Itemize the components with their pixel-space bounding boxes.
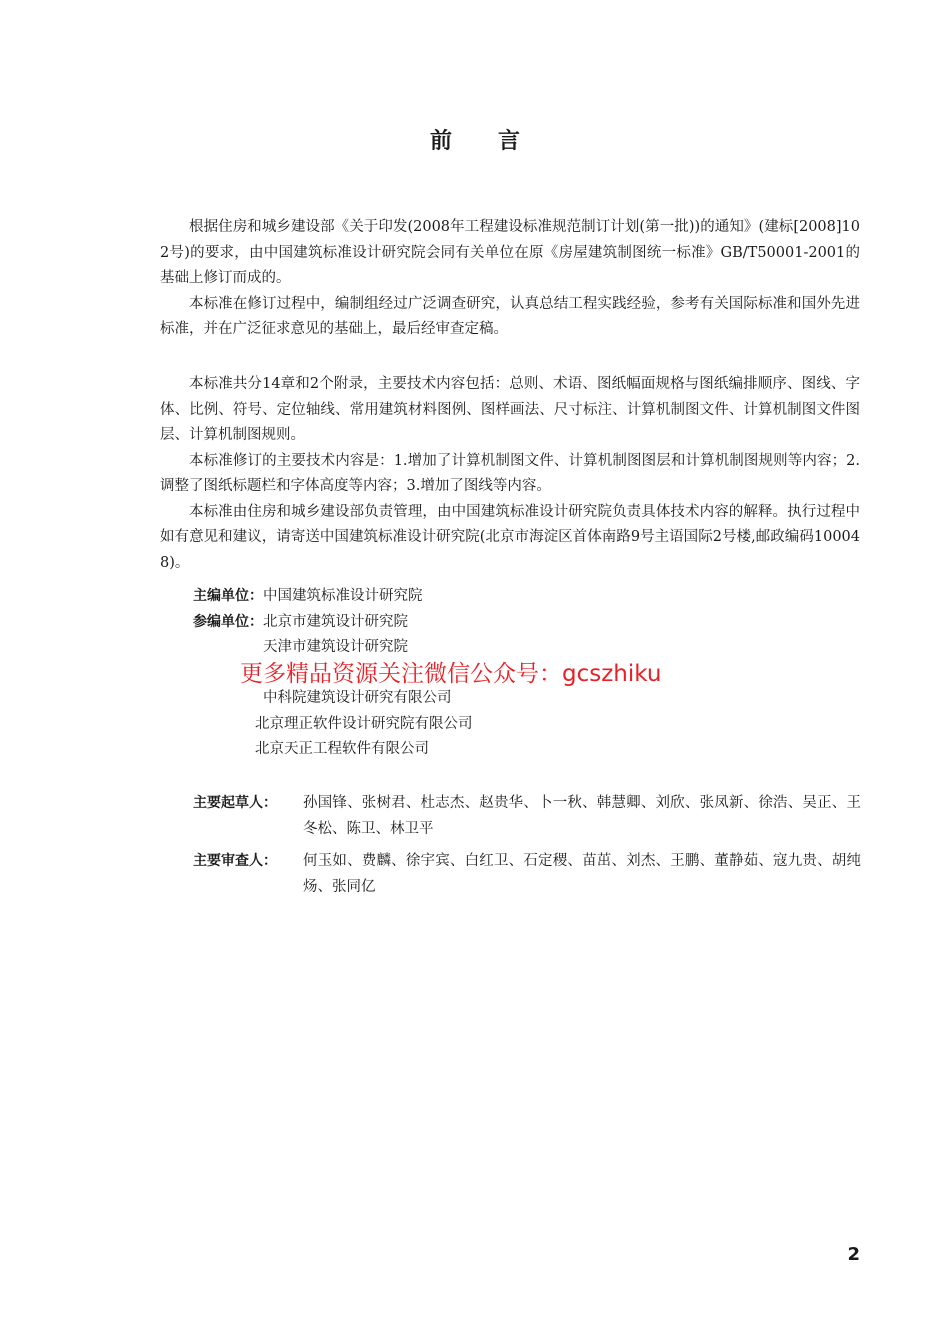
chief-editor-label: 主编单位： — [193, 588, 263, 604]
chief-editor-value: 中国建筑标准设计研究院 — [263, 588, 423, 604]
participating-unit: 天津市建筑设计研究院 — [263, 639, 408, 655]
participating-unit: 中科院建筑设计研究有限公司 — [263, 690, 452, 706]
page-title — [0, 124, 950, 155]
title-char-1: 前 — [429, 129, 452, 154]
preface-section-2 — [160, 372, 860, 576]
chief-editor-row — [193, 584, 473, 610]
drafters-names: 孙国锋、张树君、杜志杰、赵贵华、卜一秋、韩慧卿、刘欣、张凤新、徐浩、吴正、王冬松、陈卫、林卫平 — [303, 795, 861, 837]
participating-unit: 北京天正工程软件有限公司 — [255, 741, 429, 757]
paragraph-contents: 本标准共分14章和2个附录，主要技术内容包括：总则、术语、图纸幅面规格与图纸编排顺序、图线、字体、比例、符号、定位轴线、常用建筑材料图例、图样画法、尺寸标注、计算机制图文件、计算机制图文件图层、计算机制图规则。 — [160, 376, 860, 443]
preface-section-1 — [160, 215, 860, 343]
page-number: 2 — [847, 1244, 860, 1265]
participating-unit: 北京理正软件设计研究院有限公司 — [255, 715, 473, 732]
paragraph-management: 本标准由住房和城乡建设部负责管理，由中国建筑标准设计研究院负责具体技术内容的解释。执行过程中如有意见和建议，请寄送中国建筑标准设计研究院(北京市海淀区首体南路9号主语国际2号楼,邮政编码100048)。 — [160, 503, 860, 571]
watermark-text: 更多精品资源关注微信公众号：gcszhiku — [240, 661, 662, 687]
title-char-2: 言 — [498, 129, 521, 154]
participating-unit: 北京市建筑设计研究院 — [263, 613, 408, 630]
paragraph-revisions: 本标准修订的主要技术内容是：1.增加了计算机制图文件、计算机制图图层和计算机制图规则等内容；2.调整了图纸标题栏和字体高度等内容；3.增加了图线等内容。 — [160, 452, 860, 494]
paragraph-process: 本标准在修订过程中，编制组经过广泛调查研究，认真总结工程实践经验，参考有关国际标准和国外先进标准，并在广泛征求意见的基础上，最后经审查定稿。 — [160, 295, 860, 337]
paragraph-basis: 根据住房和城乡建设部《关于印发(2008年工程建设标准规范制订计划(第一批))的通知》(建标[2008]102号)的要求，由中国建筑标准设计研究院会同有关单位在原《房屋建筑制图统一标准》GB/T50001-2001的基础上修订而成的。 — [160, 219, 860, 286]
participating-label: 参编单位： — [193, 613, 263, 630]
reviewers-row — [193, 849, 861, 900]
drafters-row — [193, 791, 861, 842]
reviewers-label: 主要审查人： — [193, 853, 277, 869]
drafters-label: 主要起草人： — [193, 795, 277, 811]
people-block — [193, 791, 861, 907]
reviewers-names: 何玉如、费麟、徐宇宾、白红卫、石定稷、苗茁、刘杰、王鹏、董静茹、寇九贵、胡纯炀、张同亿 — [303, 853, 861, 895]
